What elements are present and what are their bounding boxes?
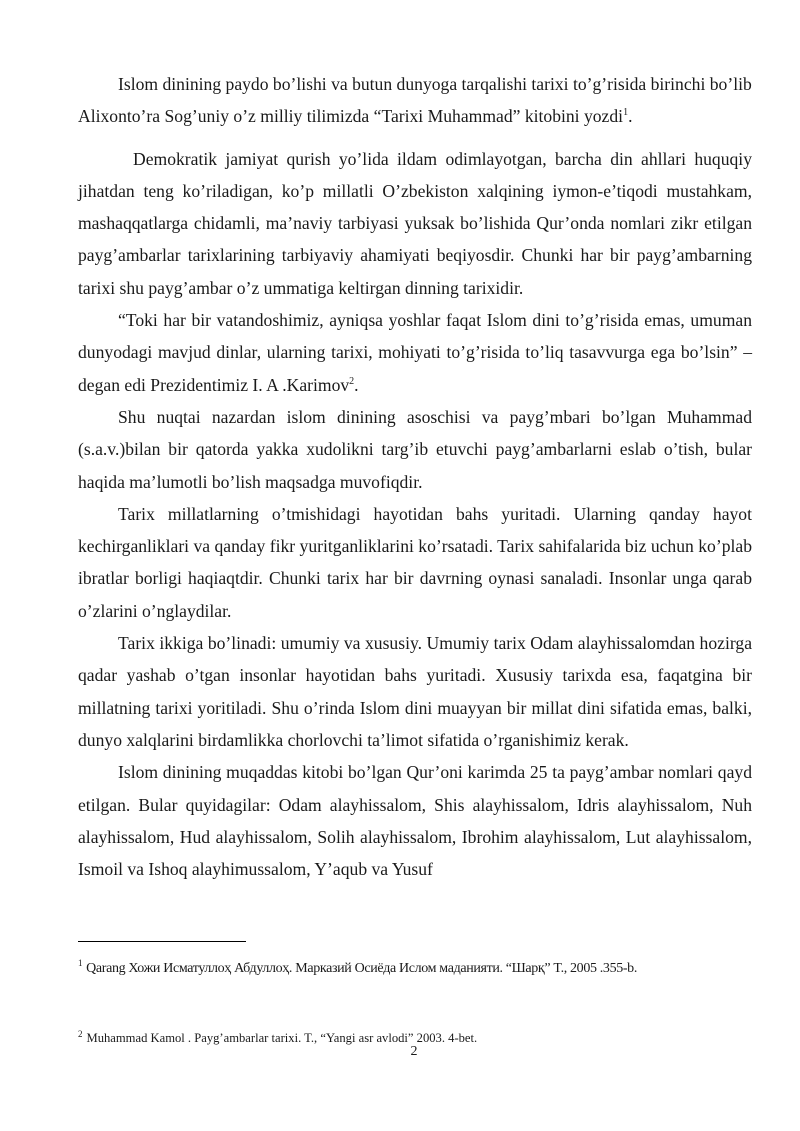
paragraph-6 [78,627,752,756]
page-number: 2 [410,1044,418,1059]
footnote-separator [78,941,246,942]
paragraph-4 [78,401,752,498]
paragraph-1 [78,68,752,133]
paragraph-tail: . [354,374,359,395]
paragraph-3 [78,304,752,401]
document-body [78,68,752,885]
footnote-number: 1 [78,958,83,969]
paragraph-tail: . [628,106,633,127]
footnote-text: Qarang Хожи Исматуллоҳ Абдуллоҳ. Марказий Осиёда Ислом маданияти. “Шарқ” T., 2005 .355-b. [86,961,637,976]
paragraph-text: Demokratik jamiyat qurish yo’lida ildam odimlayotgan, barcha din ahllari huquqiy jihatdan teng ko’riladigan, ko’p millatli O’zbekiston xalqining iymon-e’tiqodi mustahkam, mashaqqatlarga chidamli, ma’naviy tarbiyasi yuksak bo’lishida Qur’onda nomlari zikr etilgan payg’ambarlar tarixlarining tarbiyaviy ahamiyati beqiyosdir. Chunki har bir payg’ambarning tarixi shu payg’ambar o’z ummatiga keltirgan dinning tarixidir. [78,148,752,298]
paragraph-text: “Toki har bir vatandoshimiz, ayniqsa yoshlar faqat Islom dini to’g’risida emas, umuman dunyodagi mavjud dinlar, ularning tarixi, mohiyati to’g’risida to’liq tasavvurga ega bo’lsin” – degan edi Prezidentimiz I. A .Karimov [78,310,752,395]
paragraph-text: Shu nuqtai nazardan islom dinining asoschisi va payg’mbari bo’lgan Muhammad (s.a.v.)bilan bir qatorda yakka xudolikni targ’ib etuvchi payg’ambarlarni eslab o’tish, bular haqida ma’lumotli bo’lish maqsadga muvofiqdir. [78,406,752,492]
paragraph-2 [78,143,752,304]
paragraph-5 [78,498,752,627]
footnote-1 [78,960,637,978]
paragraph-7 [78,756,752,885]
paragraph-text: Islom dinining paydo bo’lishi va butun dunyoga tarqalishi tarixi to’g’risida birinchi bo’lib Alixonto’ra Sog’uniy o’z milliy tilimizda “Tarixi Muhammad” kitobini yozdi [78,74,752,127]
footnote-number: 2 [78,1028,83,1039]
paragraph-text: Tarix ikkiga bo’linadi: umumiy va xususiy. Umumiy tarix Odam alayhissalomdan hozirga qadar yashab o’tgan insonlar hayotidan bahs yuritadi. Xususiy tarixda esa, faqatgina bir millatning tarixi yoritiladi. Shu o’rinda Islom dini muayyan bir millat dini sifatida emas, balki, dunyo xalqlarini birdamlikka chorlovchi ta’limot sifatida o’rganishimiz kerak. [78,633,752,750]
footnote-text: Muhammad Kamol . Payg’ambarlar tarixi. T., “Yangi asr avlodi” 2003. 4-bet. [86,1031,478,1045]
footnote-ref-1[interactable]: 1 [623,107,629,119]
footnote-ref-2[interactable]: 2 [349,375,355,387]
paragraph-text: Tarix millatlarning o’tmishidagi hayotidan bahs yuritadi. Ularning qanday hayot kechirganliklari va qanday fikr yuritganliklarini ko’rsatadi. Tarix sahifalarida biz uchun ko’plab ibratlar borligi haqiaqtdir. Chunki tarix har bir davrning oynasi sanaladi. Insonlar unga qarab o’zlarini o’nglaydilar. [78,503,752,621]
paragraph-text: Islom dinining muqaddas kitobi bo’lgan Qur’oni karimda 25 ta payg’ambar nomlari qayd etilgan. Bular quyidagilar: Odam alayhissalom, Shis alayhissalom, Idris alayhissalom, Nuh alayhissalom, Hud alayhissalom, Solih alayhissalom, Ibrohim alayhissalom, Lut alayhissalom, Ismoil va Ishoq alayhimussalom, Y’aqub va Yusuf [78,762,752,880]
